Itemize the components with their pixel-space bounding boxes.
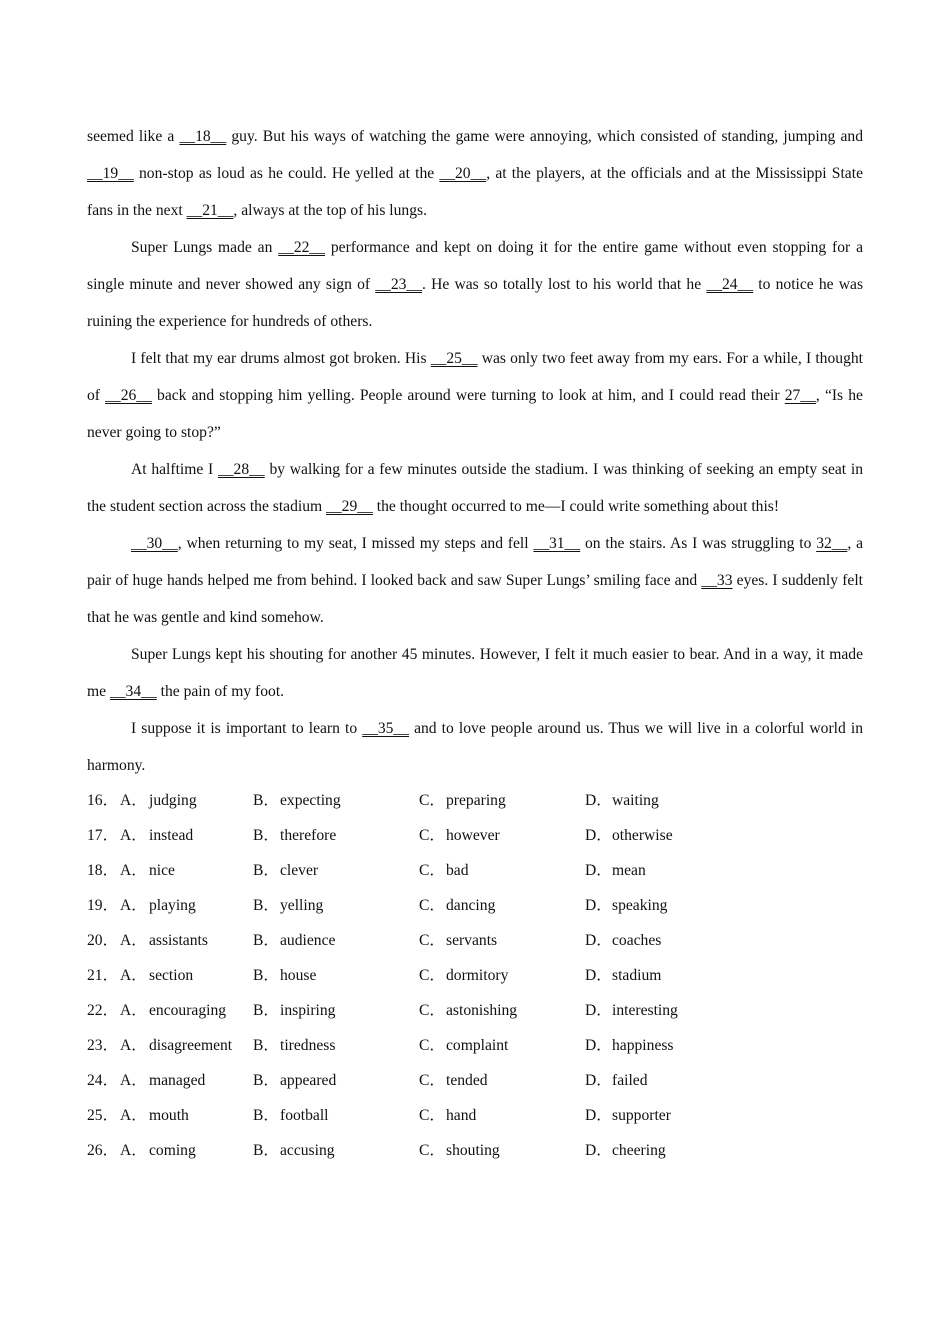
option-b (253, 1098, 419, 1133)
option-d (585, 1133, 785, 1168)
option-a (87, 1098, 253, 1133)
text-segment: I felt that my ear drums almost got broken. His (131, 350, 431, 367)
question-number: 26． (87, 1142, 119, 1159)
option-text: bad (446, 862, 469, 879)
option-b (253, 853, 419, 888)
answer-blank: __35__ (362, 720, 409, 737)
answer-blank: __29__ (326, 498, 373, 515)
option-text: happiness (612, 1037, 674, 1054)
option-letter: A． (120, 932, 147, 949)
option-a (87, 1028, 253, 1063)
paragraph (87, 710, 863, 784)
option-text: waiting (612, 792, 659, 809)
text-segment: eyes. I suddenly felt that he was gentle and kind somehow. (87, 572, 863, 626)
option-letter: B． (253, 1037, 279, 1054)
option-text: coming (149, 1142, 196, 1159)
text-segment: by walking for a few minutes outside the stadium. I was thinking of seeking an empty seat in the student section across the stadium (87, 461, 863, 515)
option-c (419, 958, 585, 993)
text-segment: non-stop as loud as he could. He yelled at the (133, 165, 440, 182)
option-text: interesting (612, 1002, 678, 1019)
option-text: tended (446, 1072, 488, 1089)
option-d (585, 923, 785, 958)
option-a (87, 1063, 253, 1098)
option-a (87, 888, 253, 923)
option-letter: B． (253, 862, 279, 879)
option-text: servants (446, 932, 498, 949)
option-text: cheering (612, 1142, 666, 1159)
option-letter: A． (120, 1107, 147, 1124)
option-b (253, 958, 419, 993)
question-number: 23． (87, 1037, 119, 1054)
option-text: stadium (612, 967, 662, 984)
option-letter: B． (253, 967, 279, 984)
question-row (87, 1063, 863, 1098)
option-letter: C． (419, 1107, 445, 1124)
question-number: 25． (87, 1107, 119, 1124)
option-d (585, 958, 785, 993)
text-segment: , “Is he never going to stop?” (87, 387, 863, 441)
answer-blank: __22__ (278, 239, 326, 256)
option-letter: D． (585, 932, 612, 949)
answer-blank: __18__ (179, 128, 227, 145)
option-text: complaint (446, 1037, 509, 1054)
question-number: 20． (87, 932, 119, 949)
paragraph (87, 451, 863, 525)
question-row (87, 783, 863, 818)
answer-blank: __34__ (109, 683, 157, 700)
answer-blank: __30__ (131, 535, 178, 552)
answer-blank: 27__ (784, 387, 816, 404)
text-segment: was only two feet away from my ears. For a while, I thought of (87, 350, 863, 404)
question-row (87, 888, 863, 923)
option-b (253, 1063, 419, 1098)
option-letter: C． (419, 827, 445, 844)
option-letter: C． (419, 1002, 445, 1019)
option-text: playing (149, 897, 196, 914)
answer-options (87, 783, 863, 1168)
question-number: 22． (87, 1002, 119, 1019)
option-b (253, 923, 419, 958)
option-b (253, 993, 419, 1028)
option-c (419, 1133, 585, 1168)
question-number: 16． (87, 792, 119, 809)
question-number: 24． (87, 1072, 119, 1089)
option-text: judging (149, 792, 197, 809)
option-letter: D． (585, 897, 612, 914)
option-text: yelling (280, 897, 324, 914)
option-a (87, 993, 253, 1028)
text-segment: the pain of my foot. (156, 683, 285, 700)
answer-blank: __21__ (186, 202, 234, 219)
option-text: supporter (612, 1107, 671, 1124)
passage (87, 118, 863, 784)
option-letter: A． (120, 1002, 147, 1019)
answer-blank: __19__ (87, 165, 134, 182)
option-letter: C． (419, 932, 445, 949)
text-segment: , always at the top of his lungs. (233, 202, 427, 219)
question-row (87, 958, 863, 993)
question-row (87, 1028, 863, 1063)
option-d (585, 888, 785, 923)
paragraph (87, 118, 863, 229)
option-letter: B． (253, 932, 279, 949)
text-segment: At halftime I (131, 461, 218, 478)
option-text: failed (612, 1072, 648, 1089)
option-c (419, 888, 585, 923)
option-d (585, 818, 785, 853)
option-letter: B． (253, 1142, 279, 1159)
option-text: audience (280, 932, 336, 949)
option-text: shouting (446, 1142, 500, 1159)
option-text: tiredness (280, 1037, 336, 1054)
question-number: 17． (87, 827, 119, 844)
option-text: otherwise (612, 827, 673, 844)
option-letter: C． (419, 897, 445, 914)
option-text: disagreement (149, 1037, 233, 1054)
option-text: hand (446, 1107, 477, 1124)
answer-blank: 32__ (816, 535, 848, 552)
option-text: however (446, 827, 500, 844)
option-d (585, 783, 785, 818)
document-page (87, 118, 863, 1168)
option-text: instead (149, 827, 194, 844)
option-text: coaches (612, 932, 662, 949)
option-a (87, 1133, 253, 1168)
option-letter: D． (585, 827, 612, 844)
option-b (253, 888, 419, 923)
text-segment: and to love people around us. Thus we will live in a colorful world in harmony. (87, 720, 863, 774)
option-b (253, 818, 419, 853)
option-letter: A． (120, 1037, 147, 1054)
option-text: football (280, 1107, 329, 1124)
option-text: appeared (280, 1072, 337, 1089)
text-segment: Super Lungs kept his shouting for another 45 minutes. However, I felt it much easier to bear. And in a way, it made me (87, 646, 863, 700)
option-text: encouraging (149, 1002, 227, 1019)
option-letter: D． (585, 1002, 612, 1019)
option-letter: B． (253, 1072, 279, 1089)
text-segment: . He was so totally lost to his world that he (422, 276, 707, 293)
paragraph (87, 636, 863, 710)
option-letter: D． (585, 1072, 612, 1089)
option-text: assistants (149, 932, 208, 949)
option-text: clever (280, 862, 319, 879)
question-number: 18． (87, 862, 119, 879)
option-letter: A． (120, 967, 147, 984)
option-text: therefore (280, 827, 337, 844)
option-d (585, 993, 785, 1028)
text-segment: , at the players, at the officials and at the Mississippi State fans in the next (87, 165, 863, 219)
question-row (87, 853, 863, 888)
answer-blank: __24__ (706, 276, 754, 293)
option-letter: D． (585, 862, 612, 879)
option-b (253, 1133, 419, 1168)
option-letter: A． (120, 827, 147, 844)
option-text: speaking (612, 897, 668, 914)
question-row (87, 1098, 863, 1133)
text-segment: to notice he was ruining the experience for hundreds of others. (87, 276, 864, 330)
option-a (87, 923, 253, 958)
answer-blank: __25__ (430, 350, 478, 367)
question-row (87, 923, 863, 958)
option-letter: C． (419, 1072, 445, 1089)
option-text: nice (149, 862, 175, 879)
option-text: accusing (280, 1142, 335, 1159)
option-d (585, 1098, 785, 1133)
option-c (419, 923, 585, 958)
answer-blank: __33 (701, 572, 733, 589)
option-b (253, 783, 419, 818)
option-letter: B． (253, 827, 279, 844)
option-letter: D． (585, 1107, 612, 1124)
option-c (419, 818, 585, 853)
question-number: 19． (87, 897, 119, 914)
question-number: 21． (87, 967, 119, 984)
option-c (419, 853, 585, 888)
option-c (419, 1098, 585, 1133)
option-letter: B． (253, 897, 279, 914)
option-d (585, 1063, 785, 1098)
option-letter: C． (419, 792, 445, 809)
option-letter: B． (253, 1107, 279, 1124)
text-segment: seemed like a (87, 128, 180, 145)
text-segment: I suppose it is important to learn to (131, 720, 363, 737)
answer-blank: __20__ (439, 165, 487, 182)
option-letter: A． (120, 897, 147, 914)
option-a (87, 818, 253, 853)
option-b (253, 1028, 419, 1063)
option-letter: A． (120, 792, 147, 809)
option-c (419, 993, 585, 1028)
text-segment: Super Lungs made an (131, 239, 279, 256)
text-segment: guy. But his ways of watching the game were annoying, which consisted of standing, jumping and (226, 128, 863, 145)
question-row (87, 1133, 863, 1168)
text-segment: the thought occurred to me—I could write something about this! (372, 498, 780, 515)
paragraph (87, 525, 863, 636)
question-row (87, 993, 863, 1028)
answer-blank: __26__ (105, 387, 152, 404)
option-letter: C． (419, 1037, 445, 1054)
option-letter: C． (419, 967, 445, 984)
option-letter: C． (419, 862, 445, 879)
option-d (585, 853, 785, 888)
text-segment: back and stopping him yelling. People around were turning to look at him, and I could read their (151, 387, 785, 404)
answer-blank: __31__ (533, 535, 581, 552)
option-letter: B． (253, 792, 279, 809)
option-text: house (280, 967, 317, 984)
option-letter: A． (120, 1142, 147, 1159)
option-a (87, 958, 253, 993)
answer-blank: __28__ (217, 461, 265, 478)
option-text: dancing (446, 897, 496, 914)
option-c (419, 783, 585, 818)
option-letter: C． (419, 1142, 445, 1159)
option-text: preparing (446, 792, 506, 809)
option-d (585, 1028, 785, 1063)
answer-blank: __23__ (375, 276, 423, 293)
option-text: expecting (280, 792, 341, 809)
text-segment: performance and kept on doing it for the entire game without even stopping for a single minute and never showed any sign of (87, 239, 863, 293)
question-row (87, 818, 863, 853)
option-letter: D． (585, 792, 612, 809)
option-letter: D． (585, 1037, 612, 1054)
option-letter: A． (120, 1072, 147, 1089)
text-segment: , when returning to my seat, I missed my steps and fell (177, 535, 534, 552)
paragraph (87, 340, 863, 451)
option-letter: B． (253, 1002, 279, 1019)
option-letter: D． (585, 967, 612, 984)
option-text: managed (149, 1072, 206, 1089)
option-c (419, 1028, 585, 1063)
option-text: section (149, 967, 194, 984)
option-letter: A． (120, 862, 147, 879)
paragraph (87, 229, 863, 340)
option-c (419, 1063, 585, 1098)
option-text: mouth (149, 1107, 189, 1124)
text-segment: on the stairs. As I was struggling to (580, 535, 817, 552)
option-a (87, 853, 253, 888)
option-text: inspiring (280, 1002, 336, 1019)
option-a (87, 783, 253, 818)
option-text: astonishing (446, 1002, 518, 1019)
option-text: mean (612, 862, 646, 879)
option-text: dormitory (446, 967, 509, 984)
text-segment: , a pair of huge hands helped me from behind. I looked back and saw Super Lungs’ smiling face and (87, 535, 864, 589)
option-letter: D． (585, 1142, 612, 1159)
